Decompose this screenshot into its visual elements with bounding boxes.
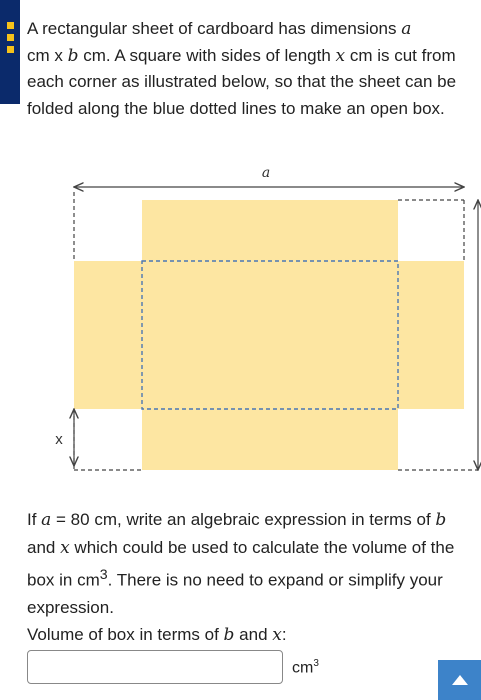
variable-x: x: [60, 538, 70, 558]
unit-label: [292, 658, 319, 677]
scroll-up-button[interactable]: [438, 660, 481, 700]
part-question-text: [27, 506, 467, 621]
net-right-flap: [398, 261, 464, 409]
question-text-part: A rectangular sheet of cardboard has dimensions: [27, 19, 402, 38]
handle-dot: [7, 34, 14, 41]
handle-dot: [7, 22, 14, 29]
net-center-panel: [142, 200, 398, 470]
variable-x: x: [335, 45, 346, 66]
variable-a: a: [41, 510, 52, 530]
variable-a: a: [401, 19, 412, 39]
question-text-part: cm x: [27, 45, 68, 65]
volume-answer-input[interactable]: [27, 650, 283, 684]
label-a: a: [261, 165, 271, 181]
answer-label: [27, 623, 287, 647]
unit-superscript: 3: [313, 658, 319, 669]
question-text: [27, 16, 463, 122]
variable-b: b: [435, 510, 447, 530]
unit-text: cm: [292, 659, 314, 677]
answer-label-text: and: [234, 625, 273, 644]
question-text-part: cm is cut from each corner as illustrated below, so that the sheet can be folded along the blue dotted lines to make an open box.: [27, 45, 457, 118]
label-x: x: [55, 431, 63, 448]
superscript: 3: [99, 567, 108, 583]
net-left-flap: [74, 261, 142, 409]
part-text: . There is no need to expand or simplify your expression.: [27, 570, 443, 617]
triangle-up-icon: [451, 674, 469, 686]
side-handle[interactable]: [0, 0, 20, 104]
equation-value: = 80: [51, 510, 90, 529]
answer-label-text: :: [281, 625, 287, 644]
question-text-part: cm. A square with sides of length: [78, 45, 336, 65]
handle-dot: [7, 46, 14, 53]
part-text: cm, write an algebraic expression in terms of: [89, 510, 436, 529]
variable-x: x: [272, 625, 282, 645]
part-text: If: [27, 510, 42, 529]
part-text: which could be used to calculate the volume of the box in cm: [27, 538, 455, 590]
net-diagram: [0, 160, 481, 480]
variable-b: b: [67, 45, 79, 66]
variable-b: b: [223, 625, 235, 645]
answer-label-text: Volume of box in terms of: [27, 625, 224, 644]
part-text: and: [27, 538, 61, 557]
